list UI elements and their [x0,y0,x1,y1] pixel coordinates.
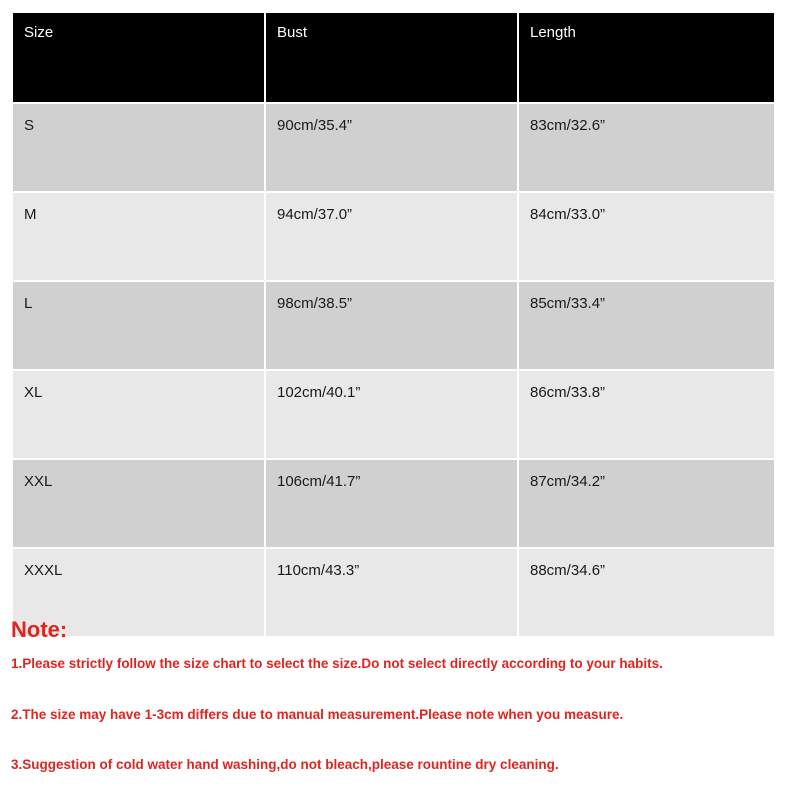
cell-size: XXL [13,460,266,547]
cell-size: L [13,282,266,369]
cell-size: XL [13,371,266,458]
note-line-2: 2.The size may have 1-3cm differs due to manual measurement.Please note when you measure. [11,707,624,722]
cell-bust: 110cm/43.3” [266,549,519,636]
cell-length: 83cm/32.6” [519,104,774,191]
cell-size: M [13,193,266,280]
cell-length: 85cm/33.4” [519,282,774,369]
cell-bust: 94cm/37.0” [266,193,519,280]
cell-length: 84cm/33.0” [519,193,774,280]
note-section [11,615,791,772]
header-bust: Bust [266,13,519,102]
header-length: Length [519,13,774,102]
note-title: Note: [11,617,68,642]
cell-bust: 98cm/38.5” [266,282,519,369]
header-size: Size [13,13,266,102]
cell-bust: 106cm/41.7” [266,460,519,547]
note-line-1: 1.Please strictly follow the size chart to select the size.Do not select directly according to your habits. [11,656,663,671]
cell-length: 88cm/34.6” [519,549,774,636]
cell-size: XXXL [13,549,266,636]
cell-length: 87cm/34.2” [519,460,774,547]
cell-bust: 102cm/40.1” [266,371,519,458]
size-chart-table [13,13,774,636]
note-line-3: 3.Suggestion of cold water hand washing,do not bleach,please rountine dry cleaning. [11,757,559,772]
cell-bust: 90cm/35.4” [266,104,519,191]
cell-size: S [13,104,266,191]
cell-length: 86cm/33.8” [519,371,774,458]
